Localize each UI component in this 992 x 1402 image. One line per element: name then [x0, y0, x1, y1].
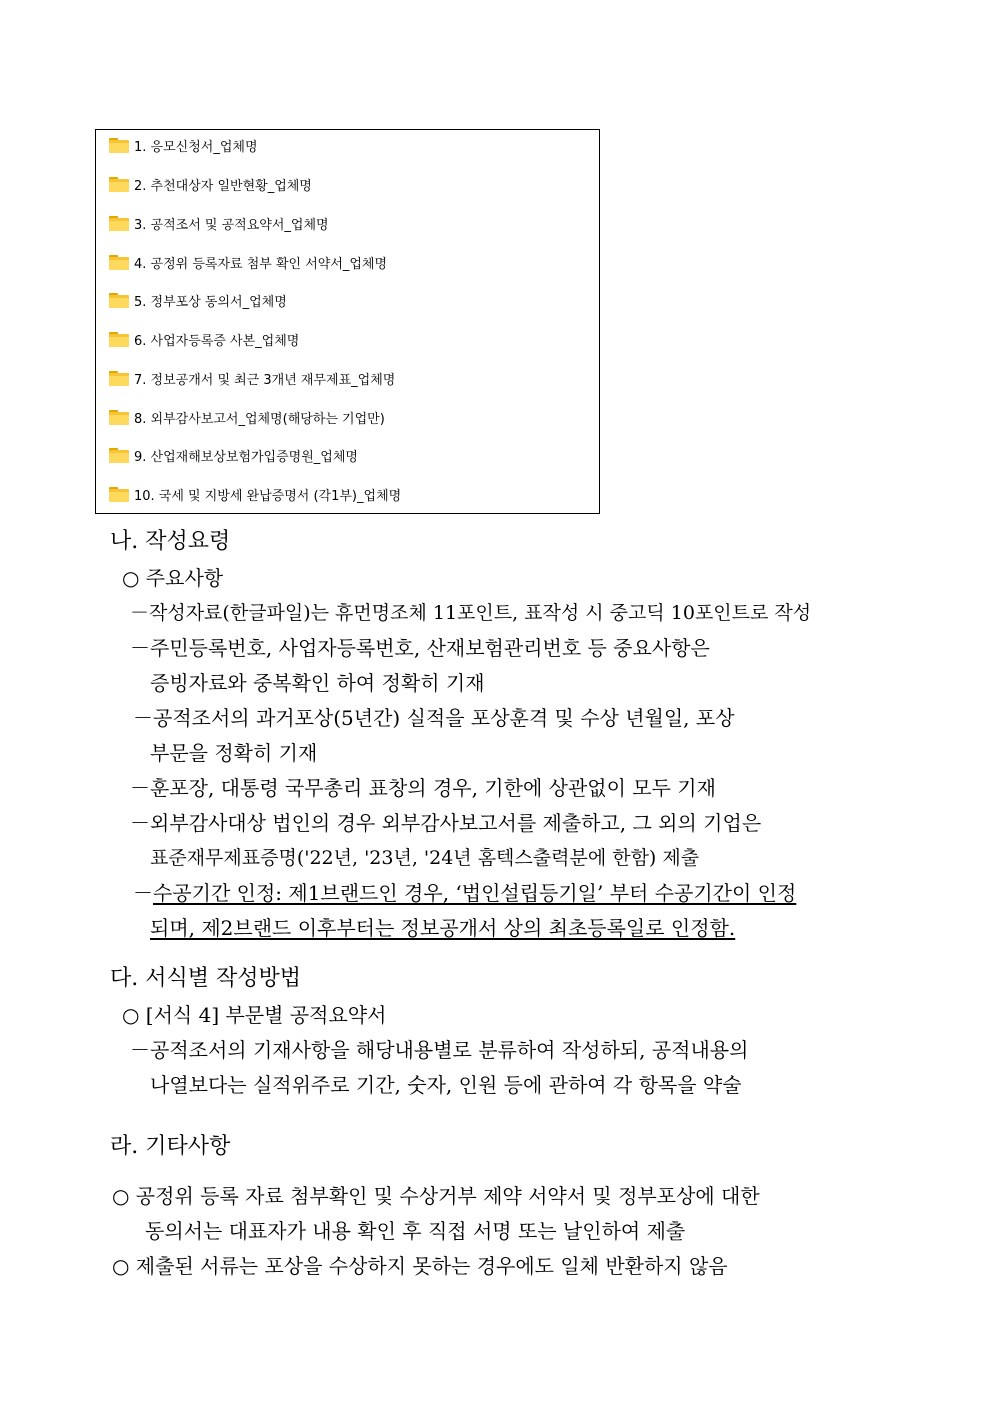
folder-label: 5. 정부포상 동의서_업체명 — [134, 294, 287, 310]
folder-label: 10. 국세 및 지방세 완납증명서 (각1부)_업체명 — [134, 488, 402, 504]
folder-item[interactable] — [109, 174, 312, 194]
body-text: －공적조서의 기재사항을 해당내용별로 분류하여 작성하되, 공적내용의 — [130, 1038, 749, 1062]
folder-label: 3. 공적조서 및 공적요약서_업체명 — [134, 217, 329, 233]
folder-label: 1. 응모신청서_업체명 — [134, 139, 258, 155]
folder-icon — [109, 332, 129, 347]
folder-label: 4. 공정위 등록자료 첨부 확인 서약서_업체명 — [134, 256, 388, 272]
body-text: ○ 공정위 등록 자료 첨부확인 및 수상거부 제약 서약서 및 정부포상에 대한 — [112, 1184, 760, 1208]
folder-item[interactable] — [109, 329, 299, 349]
folder-icon — [109, 371, 129, 386]
underlined-text: 되며, 제2브랜드 이후부터는 정보공개서 상의 최초등록일로 인정함. — [150, 916, 736, 940]
sub-heading: ○ 주요사항 — [122, 566, 224, 590]
folder-icon — [109, 216, 129, 231]
body-text: 동의서는 대표자가 내용 확인 후 직접 서명 또는 날인하여 제출 — [145, 1219, 686, 1243]
section-heading: 라. 기타사항 — [110, 1134, 231, 1159]
sub-heading: ○ [서식 4] 부문별 공적요약서 — [122, 1003, 387, 1027]
body-text: －외부감사대상 법인의 경우 외부감사보고서를 제출하고, 그 외의 기업은 — [130, 811, 762, 835]
body-text: －훈포장, 대통령 국무총리 표창의 경우, 기한에 상관없이 모두 기재 — [130, 776, 716, 800]
folder-label: 8. 외부감사보고서_업체명(해당하는 기업만) — [134, 411, 385, 427]
folder-item[interactable] — [109, 368, 395, 388]
folder-item[interactable] — [109, 407, 385, 427]
body-text: ○ 제출된 서류는 포상을 수상하지 못하는 경우에도 일체 반환하지 않음 — [112, 1254, 728, 1278]
folder-label: 9. 산업재해보상보험가입증명원_업체명 — [134, 449, 358, 465]
section-heading: 다. 서식별 작성방법 — [110, 966, 301, 991]
folder-icon — [109, 448, 129, 463]
folder-item[interactable] — [109, 135, 258, 155]
body-text: －주민등록번호, 사업자등록번호, 산재보험관리번호 등 중요사항은 — [130, 636, 710, 660]
underlined-text: 수공기간 인정: 제1브랜드인 경우, ‘법인설립등기일’ 부터 수공기간이 인정 — [153, 881, 797, 905]
body-text: 나열보다는 실적위주로 기간, 숫자, 인원 등에 관하여 각 항목을 약술 — [150, 1073, 742, 1097]
section-heading: 나. 작성요령 — [110, 529, 231, 554]
body-text: 증빙자료와 중복확인 하여 정확히 기재 — [150, 671, 485, 695]
folder-item[interactable] — [109, 290, 287, 310]
body-text: －작성자료(한글파일)는 휴먼명조체 11포인트, 표작성 시 중고딕 10포인트로 작성 — [130, 602, 812, 624]
folder-list — [95, 129, 600, 514]
folder-icon — [109, 410, 129, 425]
body-text: －공적조서의 과거포상(5년간) 실적을 포상훈격 및 수상 년월일, 포상 — [133, 706, 735, 730]
folder-icon — [109, 177, 129, 192]
folder-label: 2. 추천대상자 일반현황_업체명 — [134, 178, 312, 194]
folder-item[interactable] — [109, 445, 358, 465]
folder-icon — [109, 293, 129, 308]
folder-icon — [109, 487, 129, 502]
folder-item[interactable] — [109, 484, 401, 504]
dash: － — [133, 881, 153, 905]
body-text — [133, 879, 796, 907]
folder-label: 7. 정보공개서 및 최근 3개년 재무제표_업체명 — [134, 372, 396, 388]
body-text: 표준재무제표증명('22년, '23년, '24년 홈텍스출력분에 한함) 제출 — [150, 847, 700, 869]
folder-icon — [109, 255, 129, 270]
folder-icon — [109, 138, 129, 153]
folder-item[interactable] — [109, 252, 387, 272]
folder-label: 6. 사업자등록증 사본_업체명 — [134, 333, 300, 349]
body-text: 부문을 정확히 기재 — [150, 741, 318, 765]
folder-item[interactable] — [109, 213, 329, 233]
